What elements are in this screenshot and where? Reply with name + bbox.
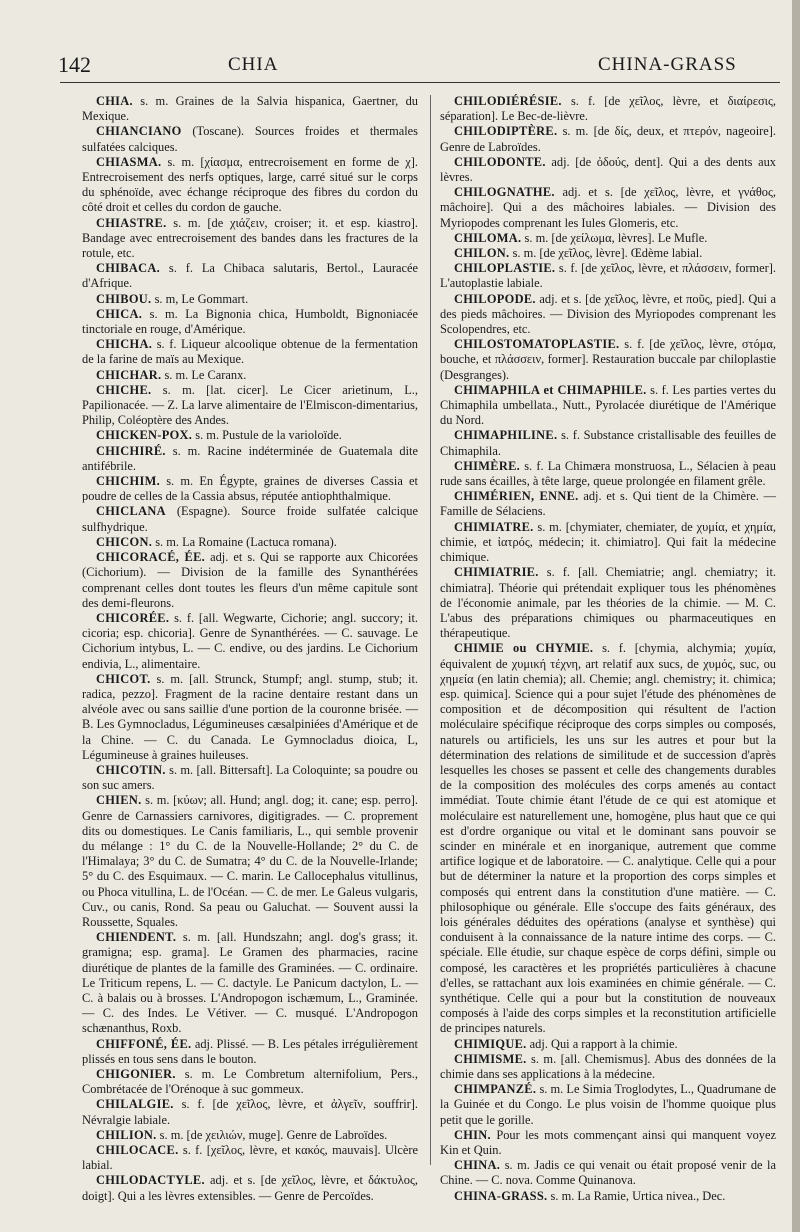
dictionary-entry xyxy=(82,307,418,337)
entry-definition: s. m. [de χείλωμα, lèvres]. Le Mufle. xyxy=(521,230,708,245)
dictionary-entry xyxy=(440,1037,776,1052)
entry-definition: s. m. Graines de la Salvia hispanica, Gaertner, du Mexique. xyxy=(82,94,418,124)
dictionary-entry xyxy=(82,383,418,429)
entry-definition: adj. et s. Qui tient de la Chimère. — Famille de Sélaciens. xyxy=(440,489,776,519)
entry-headword: CHIMISME. xyxy=(454,1051,527,1066)
dictionary-entry xyxy=(440,185,776,231)
entry-headword: CHILALGIE. xyxy=(96,1097,174,1112)
dictionary-entry xyxy=(440,383,776,429)
dictionary-entry xyxy=(440,246,776,261)
dictionary-entry xyxy=(440,489,776,519)
entry-headword: CHINA. xyxy=(454,1158,501,1173)
entry-headword: CHICHA. xyxy=(96,337,153,352)
dictionary-entry xyxy=(82,535,418,550)
page-number: 142 xyxy=(58,52,91,77)
entry-headword: CHILOGNATHE. xyxy=(454,185,555,200)
entry-headword: CHICORACÉ, ÉE. xyxy=(96,550,206,565)
right-column xyxy=(440,94,776,1204)
entry-headword: CHICOT. xyxy=(96,671,151,686)
entry-headword: CHIMIQUE. xyxy=(454,1036,527,1051)
entry-definition: s. m. [de δίς, deux, et πτερόν, nageoire]. Genre de Labroïdes. xyxy=(440,124,776,154)
dictionary-entry xyxy=(82,672,418,763)
entry-headword: CHIBOU. xyxy=(96,291,152,306)
entry-headword: CHIENDENT. xyxy=(96,930,177,945)
entry-definition: s. m. La Romaine (Lactuca romana). xyxy=(152,534,337,549)
entry-definition: adj. et s. [de χεῖλος, lèvre, et γνάθος, mâchoire]. Qui a des mâchoires labiales. — Division des Myriopodes comprenant les Iules Glomeris, etc. xyxy=(440,185,776,230)
entry-definition: s. f. La Chimæra monstruosa, L., Sélacien à peau rude sans écailles, à tête large, queue prolongée en filament grêle. xyxy=(440,458,776,489)
dictionary-entry xyxy=(82,124,418,154)
entry-definition: s. f. Liqueur alcoolique obtenue de la fermentation de la farine de maïs au Mexique. xyxy=(82,337,418,367)
entry-definition: s. m. [χίασμα, entrecroisement en forme de χ]. Entrecroisement des nerfs optiques, large, carré situé sur le corps du sphénoïde, avec échange réciproque des fibres du cordon du côté droit et celles du cordon de gauche. xyxy=(82,154,418,215)
entry-definition: s. m. Le Combretum alternifolium, Pers., Combrétacée de l'Orénoque à suc gommeux. xyxy=(82,1067,418,1097)
entry-definition: s. f. [chymia, alchymia; χυμία, équivalent de χυμική τέχνη, art relatif aux sucs, de χυμός, suc, ou χημεία (en latin chemia); all. Chemie; angl. chemistry; it. chimica; esp. quimica]. Science qui a pour sujet l'étude des phénomènes de composition et de décomposition qui résultent de l'action moléculaire spécifique réciproque des corps simples ou composés, naturels ou artificiels, les uns sur les autres et pour but la détermination des relations de similitude et de succession d'après lesquelles les choses se passent et celle des changements durables de la composition des molécules des corps amenés au contact immédiat. Toute chimie étant l'étude de ce qui est atomique et moléculaire est naturellement une, homogène, plus haut que ce qui est d'ordre organique ou vital et le dominant sans pouvoir se scinder en minérale et en inorganique, autrement que comme artifice logique et de laboratoire. — C. analytique. Celle qui a pour but de déterminer la nature et la proportion des corps simples et composés qui entrent dans la constitution d'une matière. — C. philosophique ou générale. Elle s'occupe des faits généraux, des lois générales déduites des opérations (analyse et synthèse) qui conduisent à la connaissance de la nature intime des corps. — C. spéciale. Elle étudie, sur chaque espèce de corps défini, simple ou composé, les caractères et les propriétés particulières à chacune d'elles, se rattachant aux lois examinées en chimie générale. — C. synthétique. Celle qui a pour but la constitution de nouveaux composés à l'aide des corps simples et la reconstitution artificielle de principes naturels. xyxy=(440,641,776,1036)
dictionary-entry xyxy=(82,94,418,124)
entry-headword: CHILODIPTÈRE. xyxy=(454,124,558,139)
entry-definition: s. m. [all. Strunck, Stumpf; angl. stump, stub; it. radica, pezzo]. Fragment de la racine dentaire restant dans un alvéole avec ou sans saillie d'une portion de la couronne brisée. — B. Les Gymnocladus, Légumineuses cæsalpiniées d'Amérique et de la Chine. — C. du Canada. Le Gymnocladus dioica, L, Légumineuse à graines huileuses. xyxy=(82,671,418,762)
entry-definition: s. f. [all. Wegwarte, Cichorie; angl. succory; it. cicoria; esp. chicoria]. Genre de Synanthérées. — C. sauvage. Le Cichorium intybus, L. — C. endive, ou des jardins. Le Cichorium endivia, L., alimentaire. xyxy=(82,610,418,671)
dictionary-entry xyxy=(82,337,418,367)
dictionary-entry xyxy=(82,261,418,291)
entry-headword: CHILOPLASTIE. xyxy=(454,261,556,276)
entry-headword: CHICHE. xyxy=(96,382,152,397)
entry-headword: CHIASTRE. xyxy=(96,215,167,230)
entry-headword: CHINA-GRASS. xyxy=(454,1188,548,1203)
entry-definition: s. m. [κύων; all. Hund; angl. dog; it. cane; esp. perro]. Genre de Carnassiers carnivores, digitigrades. — C. proprement dits ou domestiques. Le Canis familiaris, L., qui semble provenir du mélange : 1° du C. de la Nouvelle-Hollande; 2° du C. de l'Himalaya; 3° du C. de Sumatra; 4° du C. de la Nouvelle-Irlande; 5° du C. des Esquimaux. — C. marin. Le Callocephalus vitullinus, ou Phoca vitullina, L. de l'Océan. — C. de mer. Le Galeus vulgaris, Cuv., ou canis, Rond. Sa peau ou Galuchat. — Souvent aussi la Roussette, Squales. xyxy=(82,793,418,929)
entry-headword: CHICON. xyxy=(96,534,153,549)
entry-definition: s. f. [de χεῖλος, lèvre, στόμα, bouche, et πλάσσειν, former]. Restauration buccale par chiloplastie (Desgranges). xyxy=(440,337,776,382)
dictionary-entry xyxy=(82,1097,418,1127)
dictionary-entry xyxy=(82,292,418,307)
page-edge xyxy=(792,0,800,1232)
entry-headword: CHIMAPHILINE. xyxy=(454,428,558,443)
dictionary-entry xyxy=(440,1158,776,1188)
entry-headword: CHIN. xyxy=(454,1127,491,1142)
entry-headword: CHILON. xyxy=(454,246,510,261)
entry-headword: CHIMPANZÉ. xyxy=(454,1082,537,1097)
dictionary-entry xyxy=(82,1037,418,1067)
dictionary-entry xyxy=(82,1173,418,1203)
entry-definition: adj. [de ὀδούς, dent]. Qui a des dents aux lèvres. xyxy=(440,154,776,185)
dictionary-entry xyxy=(440,155,776,185)
dictionary-entry xyxy=(82,1128,418,1143)
entry-definition: (Espagne). Source froide sulfatée calcique sulfhydrique. xyxy=(82,504,418,534)
entry-headword: CHIMIE ou CHYMIE. xyxy=(454,641,594,656)
dictionary-entry xyxy=(440,428,776,458)
entry-headword: CHICLANA xyxy=(96,504,166,519)
entry-headword: CHICA. xyxy=(96,306,143,321)
entry-definition: s. m. [de χεῖλος, lèvre]. Œdème labial. xyxy=(509,246,703,261)
entry-definition: s. f. [de χεῖλος, lèvre, et πλάσσειν, former]. L'autoplastie labiale. xyxy=(440,261,776,291)
entry-definition: adj. et s. [de χεῖλος, lèvre, et ποῦς, pied]. Qui a des pieds mâchoires. — Division des Myriopodes comprenant les Scolopendres, etc. xyxy=(440,291,776,337)
entry-headword: CHIFFONÉ, ÉE. xyxy=(96,1036,192,1051)
dictionary-entry xyxy=(82,368,418,383)
dictionary-entry xyxy=(440,1128,776,1158)
entry-headword: CHIMÉRIEN, ENNE. xyxy=(454,489,579,504)
entry-headword: CHIMIATRIE. xyxy=(454,565,539,580)
entry-definition: s. f. [de χεῖλος, lèvre, et ἀλγεῖν, souffrir]. Névralgie labiale. xyxy=(82,1097,418,1127)
entry-headword: CHILOMA. xyxy=(454,230,522,245)
entry-headword: CHIMÈRE. xyxy=(454,458,521,473)
entry-definition: adj. Plissé. — B. Les pétales irrégulièrement plissés en tous sens dans le bouton. xyxy=(82,1036,418,1066)
entry-headword: CHILOPODE. xyxy=(454,291,536,306)
entry-headword: CHICHAR. xyxy=(96,367,162,382)
header-rule xyxy=(60,82,780,83)
dictionary-entry xyxy=(82,216,418,262)
entry-headword: CHIA. xyxy=(96,94,133,108)
dictionary-entry xyxy=(440,1189,776,1204)
entry-definition: s. f. [χεῖλος, lèvre, et κακός, mauvais]. Ulcère labial. xyxy=(82,1143,418,1173)
entry-definition: s. m. Pustule de la varioloïde. xyxy=(192,428,342,443)
dictionary-entry xyxy=(82,793,418,930)
dictionary-entry xyxy=(440,231,776,246)
dictionary-entry xyxy=(440,1082,776,1128)
dictionary-entry xyxy=(82,1067,418,1097)
entry-headword: CHIGONIER. xyxy=(96,1067,176,1081)
dictionary-entry xyxy=(440,124,776,154)
entry-definition: s. f. Substance cristallisable des feuilles de Chimaphila. xyxy=(440,428,776,458)
entry-headword: CHICHIM. xyxy=(96,474,161,489)
entry-definition: s. m. Jadis ce qui venait ou était proposé venir de la Chine. — C. nova. Comme Quinanova. xyxy=(440,1158,776,1188)
entry-headword: CHIANCIANO xyxy=(96,124,182,139)
entry-headword: CHILOCACE. xyxy=(96,1143,179,1158)
dictionary-entry xyxy=(440,261,776,291)
dictionary-entry xyxy=(440,94,776,124)
dictionary-entry xyxy=(82,1143,418,1173)
entry-definition: s. m. La Bignonia chica, Humboldt, Bignoniacée tinctoriale en rouge, d'Amérique. xyxy=(82,306,418,337)
entry-definition: s. m. Le Caranx. xyxy=(161,367,247,382)
entry-headword: CHIEN. xyxy=(96,793,142,808)
entry-definition: s. f. [all. Chemiatrie; angl. chemiatry; it. chimiatra]. Théorie qui prétendait expliquer tous les phénomènes de l'économie animale, par les théories de la chimie. — M. C. L'abus des préparations chimiques ou pharmaceutiques en thérapeutique. xyxy=(440,565,776,641)
running-head-right: CHINA-GRASS xyxy=(598,54,737,75)
entry-definition: (Toscane). Sources froides et thermales sulfatées calciques. xyxy=(82,124,418,154)
dictionary-entry xyxy=(82,428,418,443)
entry-definition: s. f. [de χεῖλος, lèvre, et διαίρεσις, séparation]. Le Bec-de-lièvre. xyxy=(440,94,776,124)
column-rule xyxy=(430,95,431,1165)
page-header xyxy=(58,52,778,82)
entry-headword: CHIASMA. xyxy=(96,154,162,169)
entry-definition: s. m. En Égypte, graines de diverses Cassia et poudre de celles de la Cassia absus, réputée antiophthalmique. xyxy=(82,474,418,504)
entry-definition: s. m, Le Gommart. xyxy=(151,291,249,306)
entry-headword: CHIMAPHILA et CHIMAPHILE. xyxy=(454,382,647,397)
dictionary-entry xyxy=(82,611,418,672)
dictionary-entry xyxy=(440,337,776,383)
left-column xyxy=(82,94,418,1204)
dictionary-entry xyxy=(82,763,418,793)
entry-definition: s. m. La Ramie, Urtica nivea., Dec. xyxy=(547,1188,726,1203)
running-head-left: CHIA xyxy=(228,54,279,75)
entry-definition: s. m. [all. Chemismus]. Abus des données de la chimie dans ses applications à la médecine. xyxy=(440,1051,776,1081)
dictionary-entry xyxy=(440,459,776,489)
dictionary-entry xyxy=(440,520,776,566)
entry-headword: CHILION. xyxy=(96,1127,157,1142)
entry-headword: CHILODONTE. xyxy=(454,154,546,169)
dictionary-entry xyxy=(82,474,418,504)
entry-definition: s. m. Le Simia Troglodytes, L., Quadrumane de la Guinée et du Congo. Le plus voisin de l'homme quoique plus petit que le gorille. xyxy=(440,1082,776,1127)
entry-definition: s. m. Racine indéterminée de Guatemala dite antifébrile. xyxy=(82,443,418,473)
entry-headword: CHICORÉE. xyxy=(96,610,170,625)
dictionary-entry xyxy=(82,550,418,611)
dictionary-entry xyxy=(440,565,776,641)
entry-definition: s. m. [all. Hundszahn; angl. dog's grass; it. gramigna; esp. grama]. Le Gramen des pharmacies, racine diurétique de plantes de la famille des Graminées. — C. ordinaire. Le Triticum repens, L. — C. dactyle. Le Panicum dactylon, L. — C. à balais ou à brosses. L'Andropogon ischæmum, L., Graminée. — C. des Indes. Le Vétiver. — C. musqué. L'Andropogon schænanthus, Roxb. xyxy=(82,930,418,1036)
entry-headword: CHILOSTOMATOPLASTIE. xyxy=(454,337,620,352)
entry-definition: s. m. [lat. cicer]. Le Cicer arietinum, L., Papilionacée. — Z. La larve alimentaire de l'Elmiscon-dimentarius, Philip, Coléoptère des Andes. xyxy=(82,382,418,428)
dictionary-entry xyxy=(82,444,418,474)
entry-definition: s. f. La Chibaca salutaris, Bertol., Lauracée d'Afrique. xyxy=(82,261,418,291)
entry-definition: adj. et s. Qui se rapporte aux Chicorées (Cichorium). — Division de la famille des Synanthérées comprenant celles dont toutes les fleurs d'un même capitule sont des demi-fleurons. xyxy=(82,550,419,610)
dictionary-entry xyxy=(82,930,418,1036)
dictionary-entry xyxy=(440,641,776,1036)
entry-headword: CHICHIRÉ. xyxy=(96,443,166,458)
dictionary-entry xyxy=(82,504,418,534)
entry-headword: CHIMIATRE. xyxy=(454,519,534,534)
entry-definition: adj. et s. [de χεῖλος, lèvre, et δάκτυλος, doigt]. Qui a les lèvres extensibles. — Genre de Percoïdes. xyxy=(82,1173,418,1203)
entry-definition: adj. Qui a rapport à la chimie. xyxy=(526,1036,678,1051)
entry-definition: s. m. [all. Bittersaft]. La Coloquinte; sa poudre ou son suc amers. xyxy=(82,762,418,793)
entry-definition: s. m. [chymiater, chemiater, de χυμία, et χημία, chimie, et ἰατρός, médecin; it. chimiatro]. Qui fait la médecine chimique. xyxy=(440,519,776,565)
entry-definition: s. m. [de χειλιών, muge]. Genre de Labroïdes. xyxy=(156,1127,388,1142)
entry-definition: s. m. [de χιάζειν, croiser; it. et esp. kiastro]. Bandage avec entrecroisement des bandes dans les fractures de la rotule, etc. xyxy=(82,215,418,261)
entry-headword: CHIBACA. xyxy=(96,261,161,276)
entry-definition: s. f. Les parties vertes du Chimaphila umbellata., Nutt., Pyrolacée diurétique de l'Amérique du Nord. xyxy=(440,382,777,428)
entry-headword: CHICKEN-POX. xyxy=(96,428,193,443)
entry-definition: Pour les mots commençant ainsi qui manquent voyez Kin et Quin. xyxy=(440,1127,776,1158)
dictionary-entry xyxy=(440,292,776,338)
entry-headword: CHILODACTYLE. xyxy=(96,1173,205,1188)
entry-headword: CHILODIÉRÉSIE. xyxy=(454,94,562,108)
dictionary-entry xyxy=(82,155,418,216)
entry-headword: CHICOTIN. xyxy=(96,762,166,777)
dictionary-entry xyxy=(440,1052,776,1082)
